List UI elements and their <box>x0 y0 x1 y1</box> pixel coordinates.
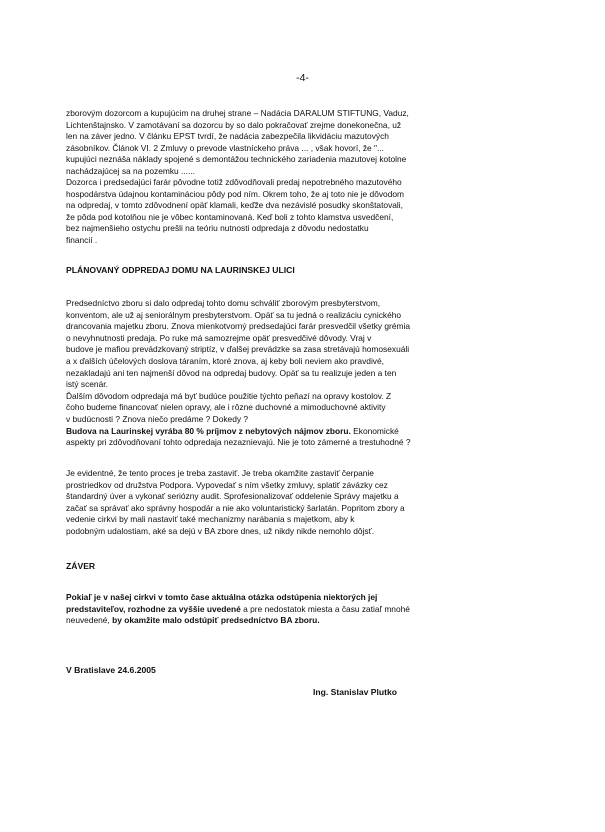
text-line: Dozorca i predsedajúci farár pôvodne totiž zdôvodňovali predaj nepotrebného mazutového <box>66 177 402 187</box>
text-line: začať sa správať ako správny hospodár a nie ako voluntaristický šarlatán. Popritom zbory a <box>66 502 405 513</box>
text-line: budove je mafiou prevádzkovaný striptíz, v ďalšej prevádzke sa zasa stretávajú homosexuáli <box>66 344 410 355</box>
text-line: financií . <box>66 234 98 245</box>
paragraph-4-text <box>66 468 546 538</box>
bold-fragment: predstaviteľov, rozhodne za vyššie uvedené <box>66 603 241 614</box>
author-signature: Ing. Stanislav Plutko <box>313 687 398 697</box>
text-line: a x ďalších účelových doslova táraním, ktoré znova, aj keby boli neviem ako pravdivé, <box>66 355 384 366</box>
bold-statement: Budova na Laurinskej vyrába 80 % príjmov z nebytových nájmov zboru. <box>66 425 351 436</box>
paragraph-1-text <box>66 108 546 178</box>
text-line: zásobníkov. Článok VI. 2 Zmluvy o prevode vlastníckeho práva ... , však hovorí, že "... <box>66 142 384 153</box>
text-line: nezakladajú ani ten najmenší dôvod na odpredaj budovy. Opäť sa tu realizuje jeden a ten <box>66 367 397 378</box>
text-line: hospodárstva údajnou kontamináciou pôdy pod ním. Okrem toho, že aj toto nie je dôvodom <box>66 188 404 199</box>
page-number: -4- <box>296 72 309 84</box>
text-fragment: neuvedené, <box>66 615 113 626</box>
text-line: Lichtenštajnsko. V zamotávaní sa dozorcu by so dalo pokračovať zrejme donekonečna, už <box>66 119 402 130</box>
paragraph-4 <box>66 468 546 538</box>
text-line: Ďalším dôvodom odpredaja má byť budúce použitie týchto peňazí na opravy kostolov. Z <box>66 390 392 401</box>
paragraph-1 <box>66 108 546 178</box>
paragraph-5-text <box>66 592 546 627</box>
text-line: že pôda pod kotolňou nie je vôbec kontaminovaná. Keď boli z tohto klamstva usvedčení, <box>66 211 394 222</box>
paragraph-3 <box>66 298 546 449</box>
bold-fragment: by okamžite malo odstúpiť predsedníctvo BA zboru. <box>112 615 320 626</box>
text-line: podobným udalostiam, aké sa dejú v BA zbore dnes, už nikdy nikde nemohlo dôjsť. <box>66 525 375 536</box>
text-line: bez najmenšieho ostychu prešli na teóriu nutnosti odpredaja z dôvodu nedostatku <box>66 223 369 234</box>
text-line: štandardný úver a vykonať seriózny audit. Sprofesionalizovať oddelenie Správy majetku a <box>66 491 399 502</box>
paragraph-2-text <box>66 177 546 247</box>
paragraph-2 <box>66 177 546 247</box>
text-line: o nevyhnutnosti predaja. Po ruke má samozrejme opäť presvedčivé dôvody. Vraj v <box>66 332 372 343</box>
text-line <box>66 604 546 616</box>
place-date: V Bratislave 24.6.2005 <box>66 665 156 675</box>
text-line: v budúcnosti ? Znova niečo predáme ? Dokedy ? <box>66 413 249 424</box>
text-line: prostriedkov od družstva Podpora. Vypovedať s ním všetky zmluvy, splatiť závázky cez <box>66 479 388 490</box>
text-line <box>66 426 546 438</box>
text-line: Pokiaľ je v našej cirkvi v tomto čase aktuálna otázka odstúpenia niektorých jej <box>66 592 378 602</box>
text-line: zborovým dozorcom a kupujúcim na druhej strane – Nadácia DARALUM STIFTUNG, Vaduz, <box>66 108 409 118</box>
text-line: nachádzajúcej sa na pozemku ...... <box>66 165 195 176</box>
text-line: na odpredaj, v tomto zdôvodnení opäť klamali, keďže dva nezávislé posudky skonštatovali, <box>66 200 403 211</box>
text-line: aspekty pri zdôvodňovaní tohto odpredaja nezaznievajú. Nie je toto zámerné a trestuhodné ? <box>66 437 411 448</box>
section-heading-zaver: ZÁVER <box>66 561 96 571</box>
paragraph-5 <box>66 592 546 627</box>
text-line: len na záver jedno. V článku EPST tvrdí, že nadácia zabezpečila likvidáciu mazutových <box>66 131 389 142</box>
text-line: vedenie cirkvi by mali nastaviť také mechanizmy narábania s majetkom, aby k <box>66 514 355 525</box>
text-fragment: Ekonomické <box>350 425 399 436</box>
text-line: drancovania majetku zboru. Znova mienkotvorný predsedajúci farár presvedčil všetky grémia <box>66 321 411 332</box>
text-line: Je evidentné, že tento proces je treba zastaviť. Je treba okamžite zastaviť čerpanie <box>66 468 374 478</box>
text-fragment: a pre nedostatok miesta a času zatiaľ mnohé <box>240 603 410 614</box>
section-heading-laurinska: PLÁNOVANÝ ODPREDAJ DOMU NA LAURINSKEJ ULICI <box>66 265 295 275</box>
text-line: kupujúci neznáša náklady spojené s demontážou technického zariadenia mazutovej kotolne <box>66 154 407 165</box>
text-line: čoho budeme financovať nielen opravy, ale i rôzne duchovné a mimoduchovné aktivity <box>66 402 386 413</box>
paragraph-3-text <box>66 298 546 449</box>
text-line <box>66 615 546 627</box>
text-line: istý scenár. <box>66 379 108 390</box>
text-line: konventom, ale už aj seniorálnym presbyterstvom. Opäť sa tu jedná o realizáciu cynického <box>66 309 402 320</box>
text-line: Predsedníctvo zboru si dalo odpredaj tohto domu schváliť zborovým presbyterstvom, <box>66 298 381 308</box>
